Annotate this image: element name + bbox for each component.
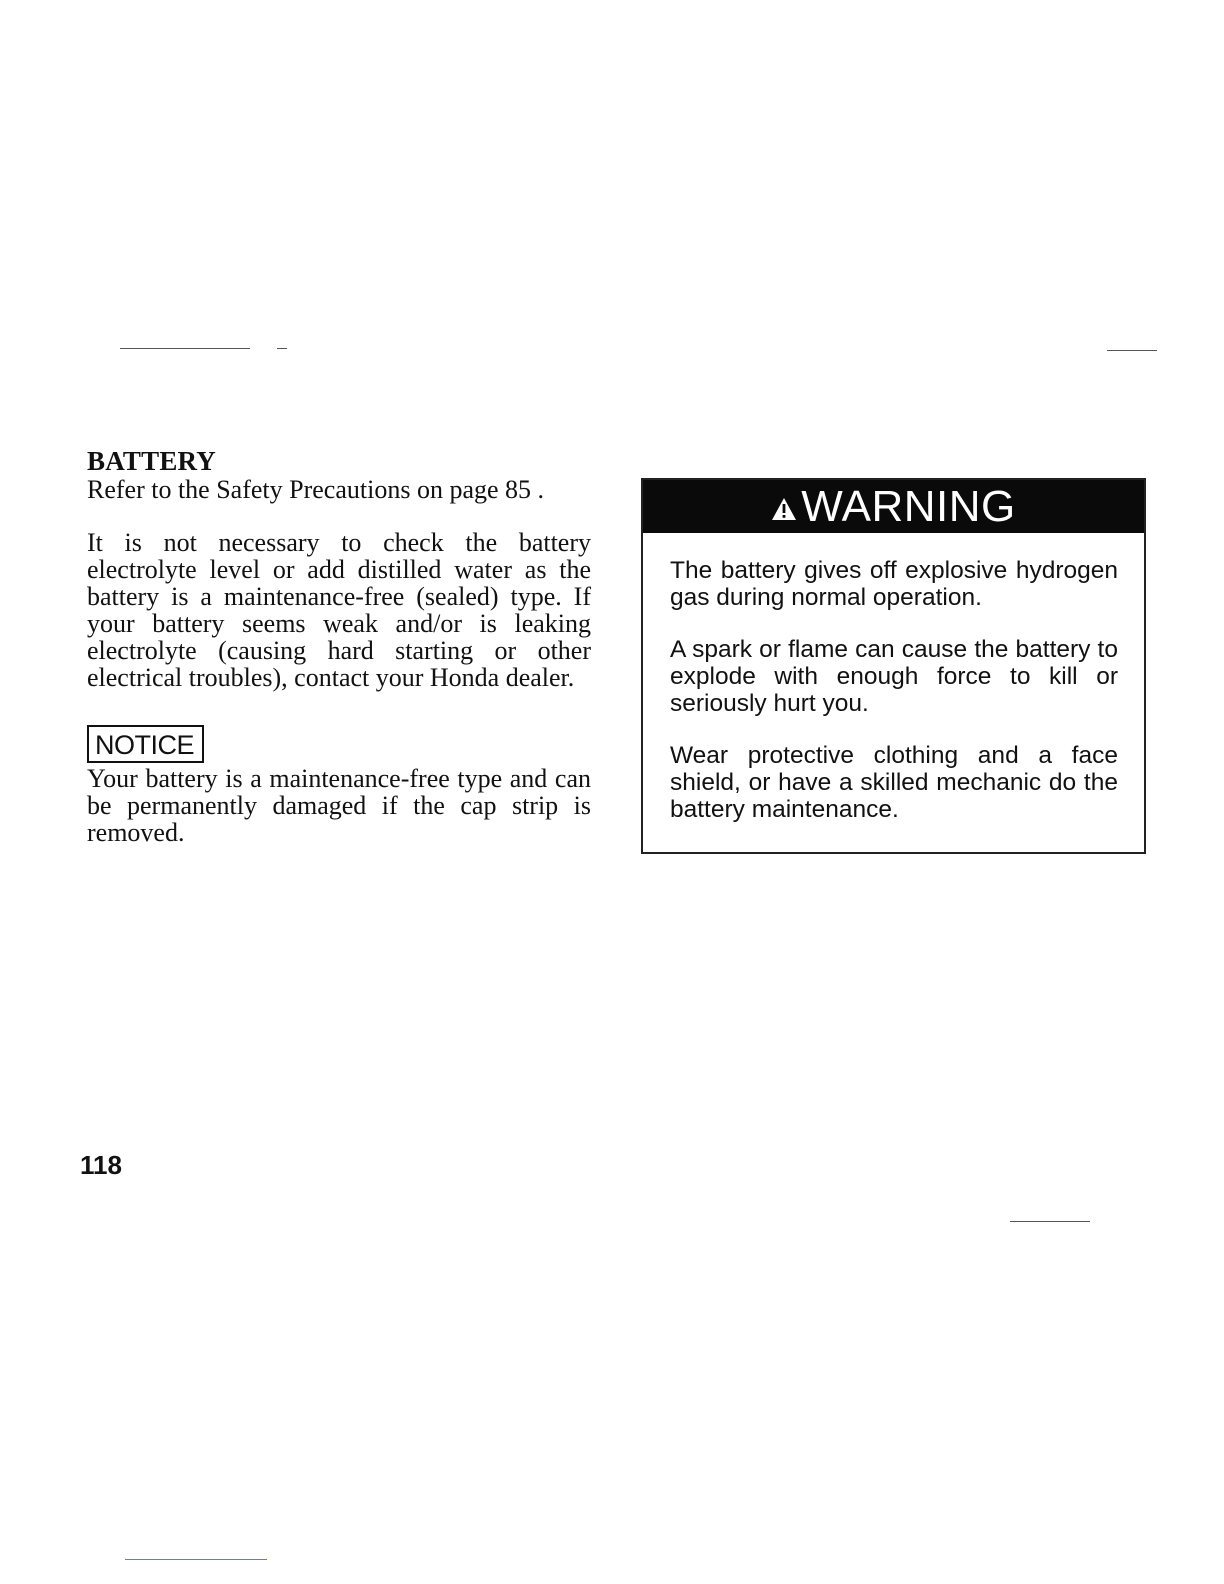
battery-body-text: It is not necessary to check the battery electrolyte level or add distilled water as the battery is a maintenance-free (sealed) type. If your battery seems weak and/or is leaking electrolyte (causing hard starting or other electrical troubles), contact your Honda dealer.	[87, 528, 591, 692]
notice-text: Your battery is a maintenance-free type and can be permanently damaged if the cap strip is removed.	[87, 764, 591, 847]
warning-triangle-icon	[771, 482, 801, 532]
top-left-rule	[120, 348, 250, 349]
bottom-left-rule	[125, 1559, 267, 1560]
top-right-rule	[1107, 350, 1157, 351]
section-heading: BATTERY	[87, 446, 216, 476]
battery-section	[87, 446, 591, 846]
warning-header	[643, 480, 1144, 533]
safety-reference: Refer to the Safety Precautions on page 85 .	[87, 475, 545, 504]
warning-box	[641, 478, 1146, 854]
warning-body	[643, 533, 1144, 823]
warning-paragraph: The battery gives off explosive hydrogen gas during normal operation.	[670, 557, 1118, 611]
warning-paragraph: A spark or flame can cause the battery to explode with enough force to kill or seriously hurt you.	[670, 636, 1118, 717]
bottom-right-rule	[1010, 1221, 1090, 1222]
page-number: 118	[80, 1150, 122, 1180]
top-left-rule-dash	[277, 348, 287, 349]
notice-label: NOTICE	[87, 725, 204, 763]
warning-title: WARNING	[801, 481, 1016, 531]
warning-paragraph: Wear protective clothing and a face shield, or have a skilled mechanic do the battery maintenance.	[670, 742, 1118, 823]
